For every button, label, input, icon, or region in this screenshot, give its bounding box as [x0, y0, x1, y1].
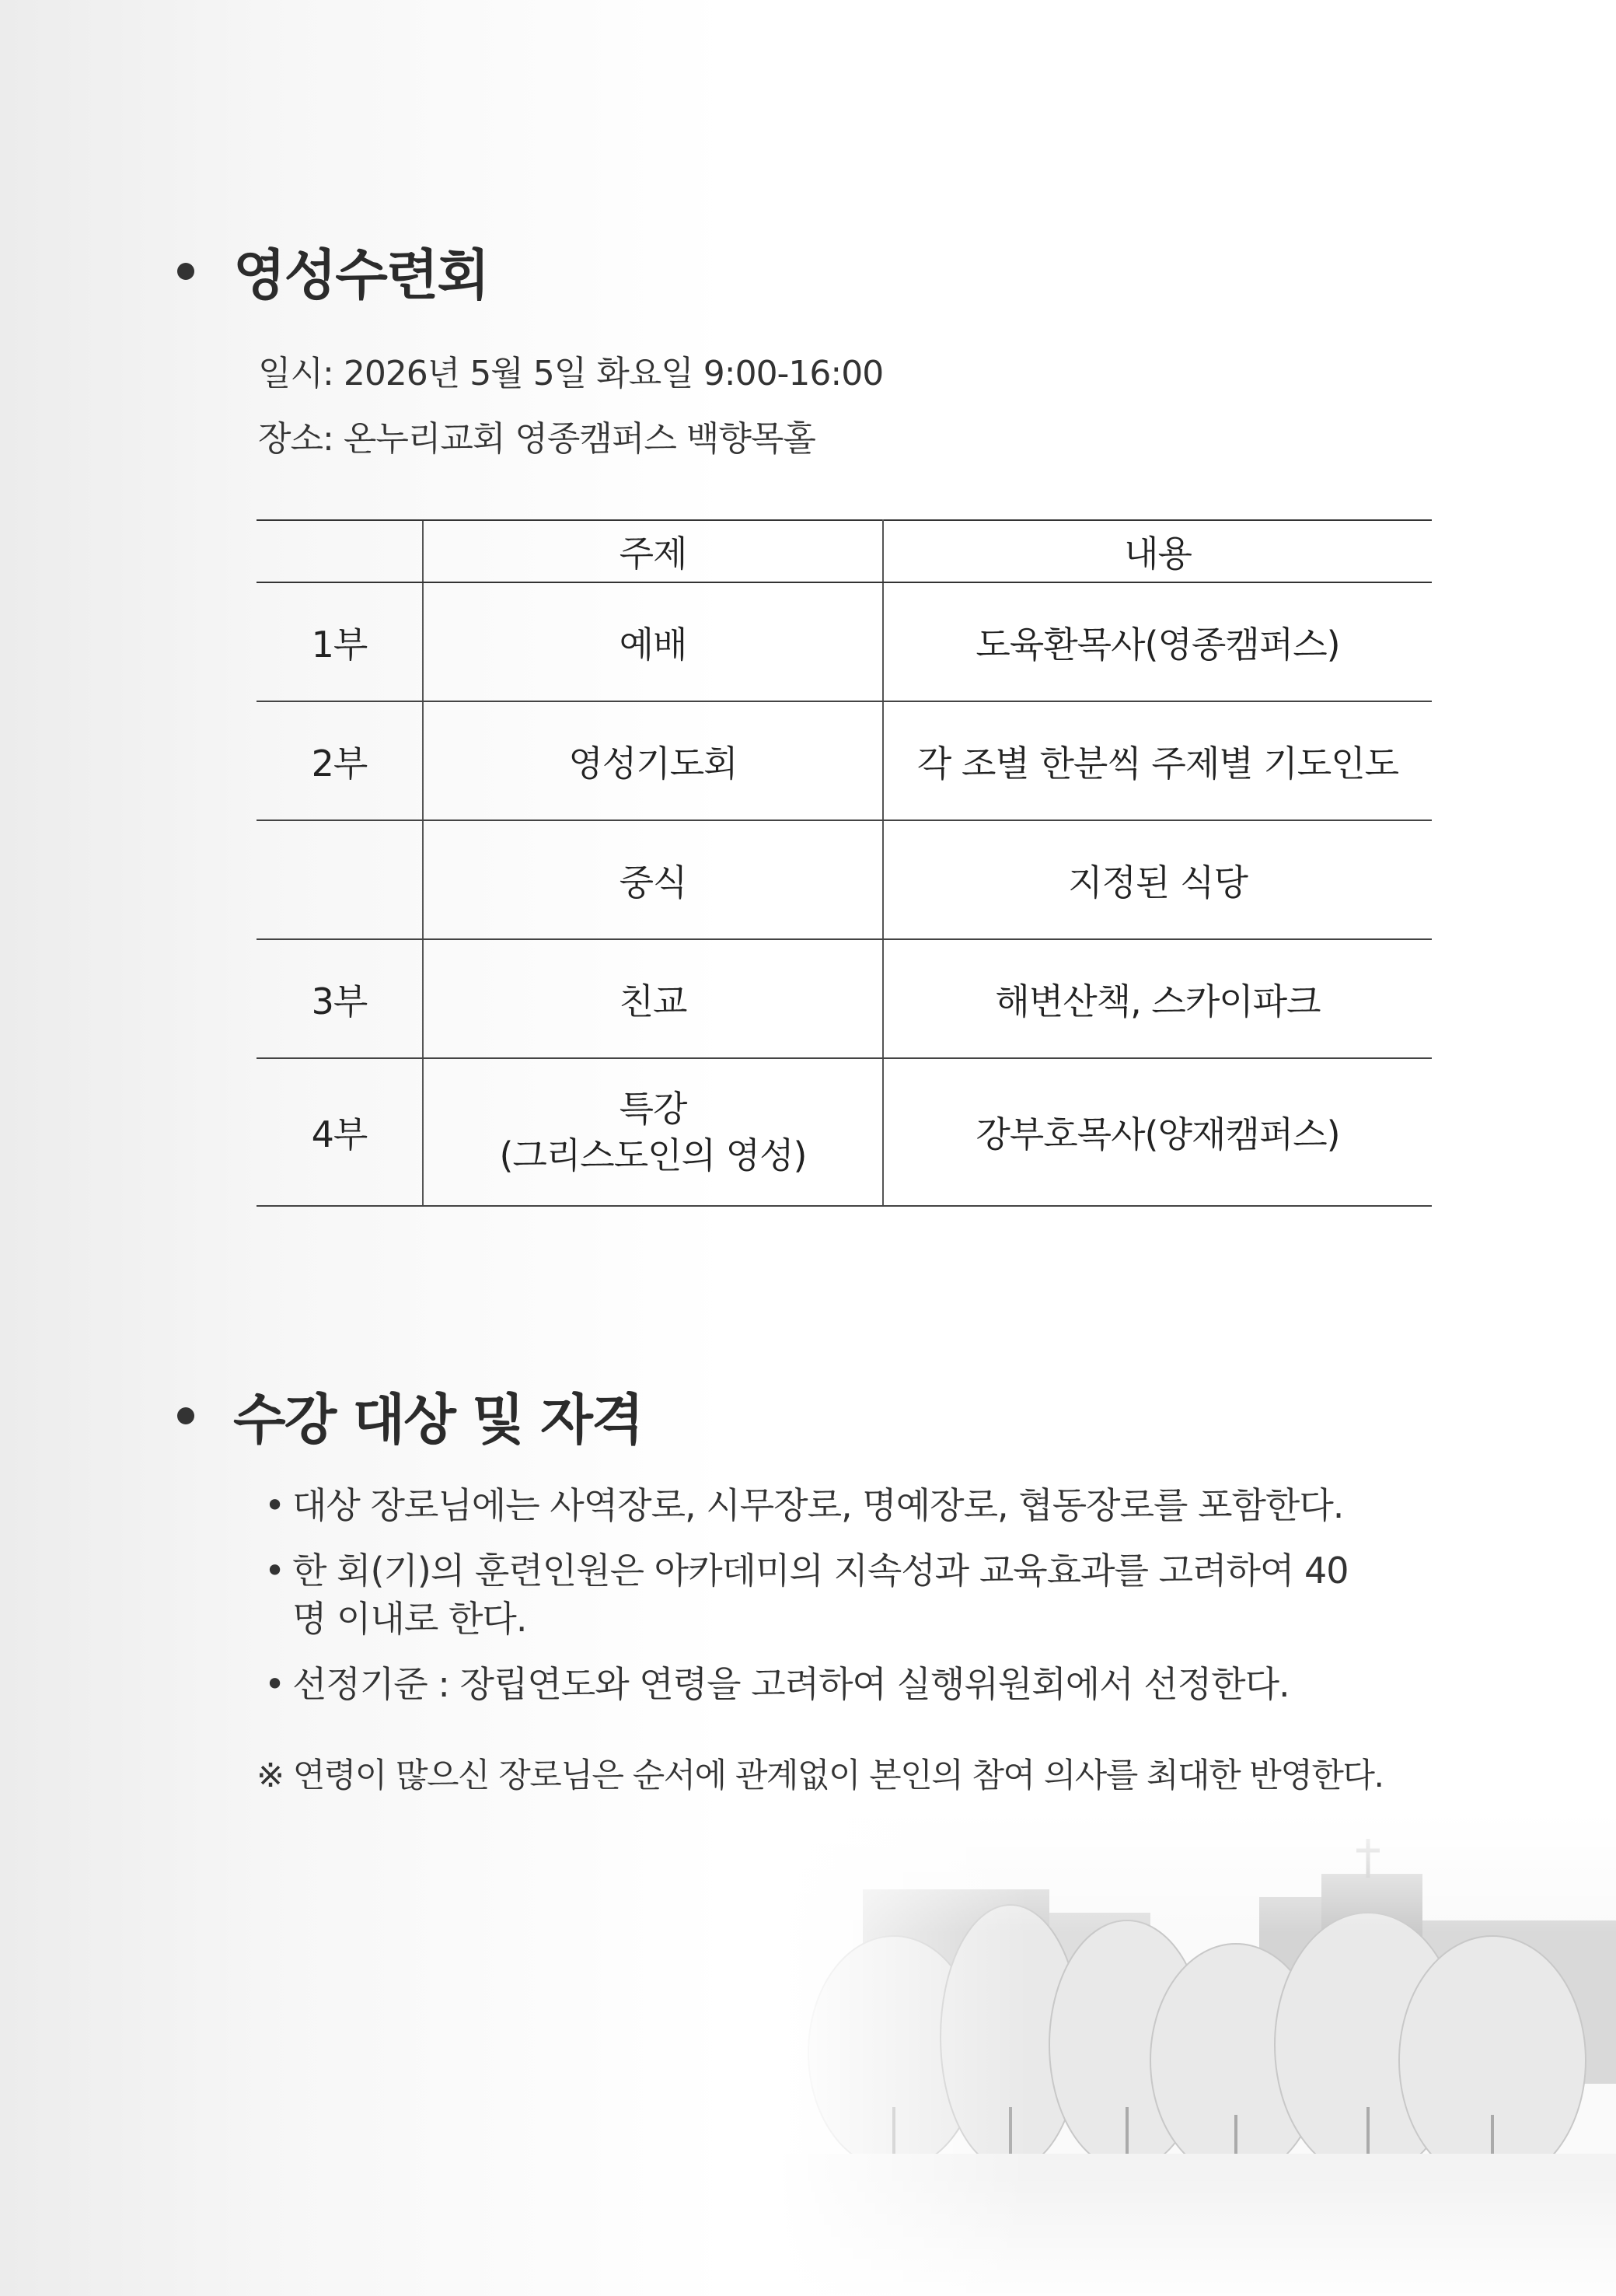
table-row: [257, 820, 1432, 939]
campus-photo: [777, 1812, 1616, 2296]
header-content: 내용: [883, 520, 1432, 582]
list-item-text: 한 회(기)의 훈련인원은 아카데미의 지속성과 교육효과를 고려하여 40명 이내로 한다.: [292, 1550, 1349, 1640]
cell-part: [257, 820, 423, 939]
cell-part: 1부: [257, 582, 423, 701]
table-header-row: [257, 520, 1432, 582]
bullet-dot: •: [264, 1663, 285, 1705]
cell-topic: [423, 1058, 883, 1206]
cell-part: 4부: [257, 1058, 423, 1206]
cell-content: 각 조별 한분씩 주제별 기도인도: [883, 701, 1432, 820]
header-topic: 주제: [423, 520, 883, 582]
cell-topic: 영성기도회: [423, 701, 883, 820]
table-row: [257, 1058, 1432, 1206]
list-item-text: 선정기준 : 장립연도와 연령을 고려하여 실행위원회에서 선정한다.: [292, 1663, 1290, 1705]
cell-part: 3부: [257, 939, 423, 1058]
cell-topic: 중식: [423, 820, 883, 939]
section-title-eligibility: 수강 대상 및 자격: [233, 1388, 643, 1452]
table-row: [257, 582, 1432, 701]
header-part: [257, 520, 423, 582]
bullet-icon: [177, 1407, 194, 1424]
note-text: ※ 연령이 많으신 장로님은 순서에 관계없이 본인의 참여 의사를 최대한 반영한다.: [257, 1756, 1384, 1795]
cell-topic: 친교: [423, 939, 883, 1058]
bullet-dot: •: [264, 1484, 285, 1526]
list-item-text: 대상 장로님에는 사역장로, 시무장로, 명예장로, 협동장로를 포함한다.: [292, 1484, 1344, 1526]
place-line: 장소: 온누리교회 영종캠퍼스 백향목홀: [258, 419, 815, 459]
table-row: [257, 701, 1432, 820]
section-title-retreat: 영성수련회: [233, 243, 489, 307]
table-row: [257, 939, 1432, 1058]
list-item: [264, 1660, 1458, 1708]
list-item: [264, 1546, 1458, 1643]
bullet-dot: •: [264, 1550, 285, 1592]
cell-content: 강부호목사(양재캠퍼스): [883, 1058, 1432, 1206]
section-heading-eligibility: [177, 1376, 642, 1455]
cell-content: 지정된 식당: [883, 820, 1432, 939]
bullet-icon: [177, 263, 194, 280]
date-line: 일시: 2026년 5월 5일 화요일 9:00-16:00: [258, 354, 884, 393]
cell-topic-line1: 특강: [619, 1088, 687, 1130]
cell-part: 2부: [257, 701, 423, 820]
cell-topic-line2: (그리스도인의 영성): [499, 1134, 807, 1176]
list-item: [264, 1481, 1458, 1529]
eligibility-list: [264, 1481, 1458, 1725]
schedule-table: [257, 519, 1432, 1207]
cell-content: 도육환목사(영종캠퍼스): [883, 582, 1432, 701]
cell-content: 해변산책, 스카이파크: [883, 939, 1432, 1058]
cell-topic: 예배: [423, 582, 883, 701]
section-heading-retreat: [177, 232, 488, 310]
